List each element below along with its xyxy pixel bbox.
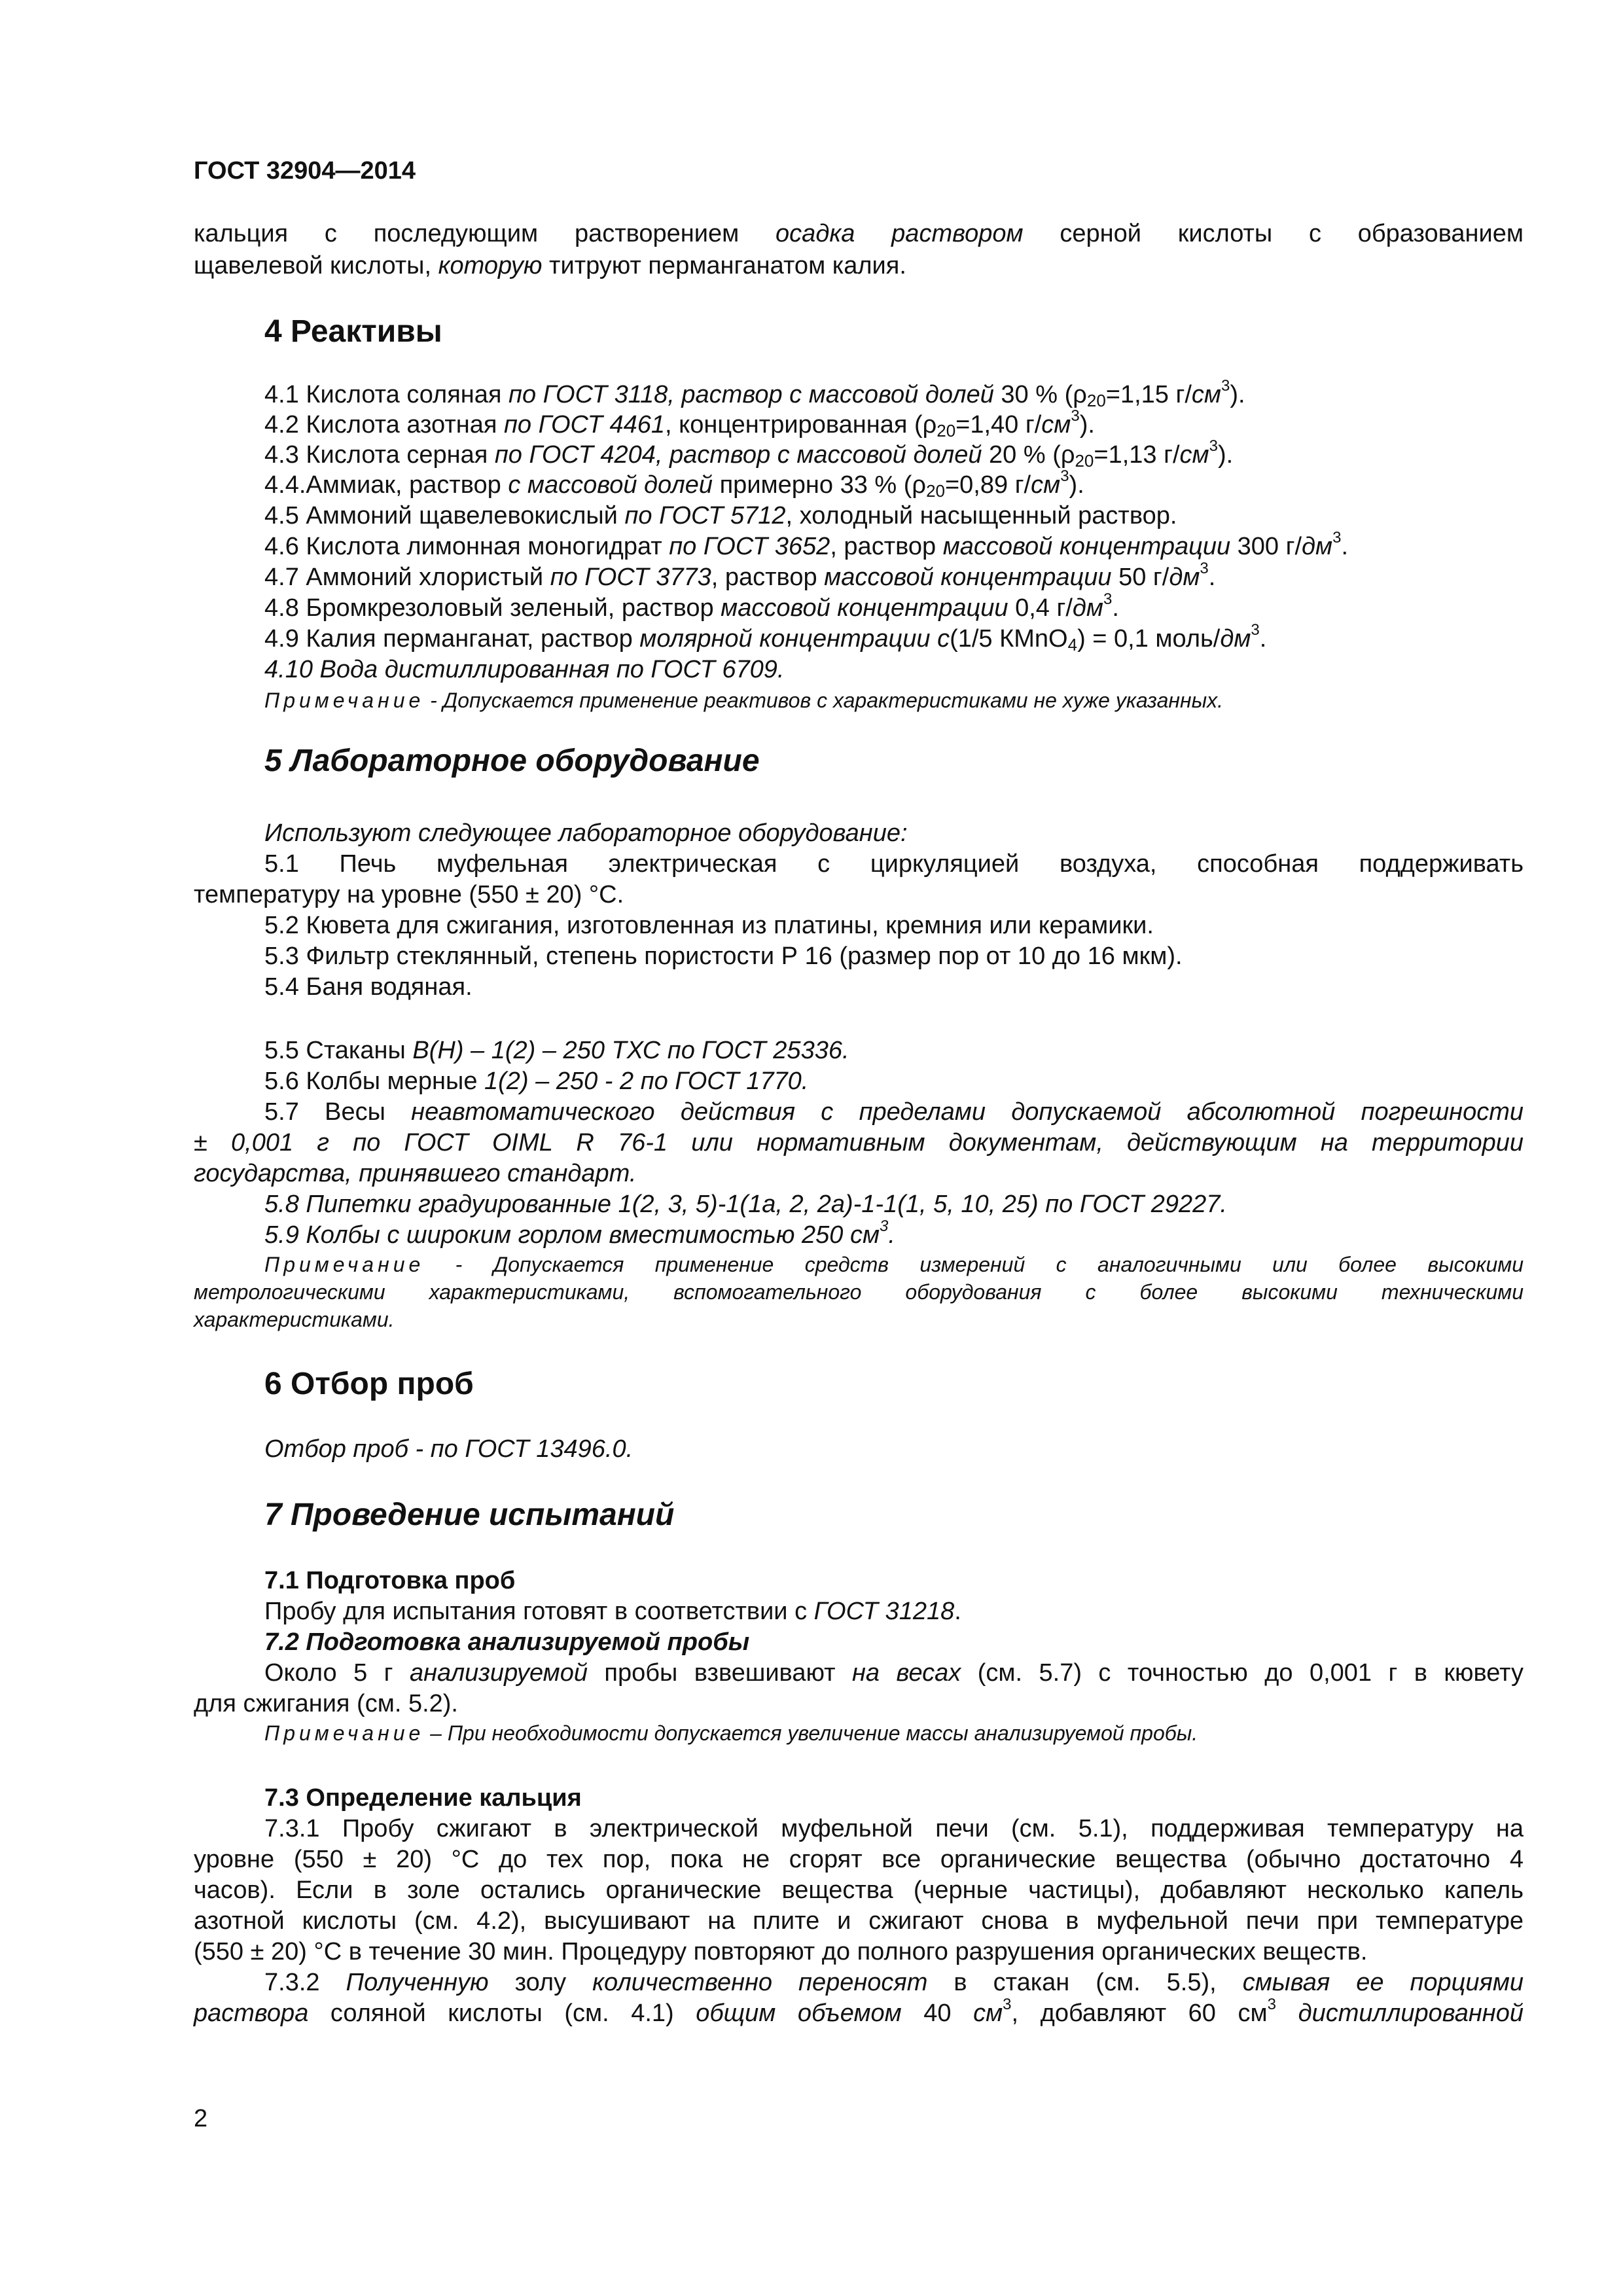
equipment-5-4: 5.4 Баня водяная. (264, 973, 473, 1001)
reagent-4-2: 4.2 Кислота азотная по ГОСТ 4461, концентрированная ($\rho_{20}=1,40$ $г/см^3$). (264, 407, 1095, 440)
section-5-note-line-2: метрологическими характеристиками, вспомогательного оборудования с более высокими техническими (194, 1280, 1524, 1304)
equipment-5-1-line-1: 5.1 Печь муфельная электрическая с циркуляцией воздуха, способная поддерживать (264, 850, 1524, 878)
section-6-title: 6 Отбор проб (264, 1367, 474, 1401)
reagent-4-6: 4.6 Кислота лимонная моногидрат по ГОСТ 3652, раствор массовой концентрации 300 $г/дм^3$. (264, 529, 1349, 560)
equipment-5-2: 5.2 Кювета для сжигания, изготовленная из платины, кремния или керамики. (264, 912, 1154, 939)
equipment-5-3: 5.3 Фильтр стеклянный, степень пористости Р 16 (размер пор от 10 до 16 мкм). (264, 942, 1183, 970)
reagent-4-3: 4.3 Кислота серная по ГОСТ 4204, раствор с массовой долей 20 % ($\rho_{20}=1,13$ $г/см^3$). (264, 437, 1234, 471)
section-5-note-line-3: характеристиками. (194, 1308, 395, 1331)
equipment-5-7-line-2: ± 0,001 г по ГОСТ OIML R 76-1 или нормативным документам, действующим на территории (194, 1129, 1524, 1157)
paragraph-7-3-1-line-5: (550 ± 20) °С в течение 30 мин. Процедуру повторяют до полного разрушения органических веществ. (194, 1938, 1368, 1965)
equipment-5-5: 5.5 Стаканы В(Н) – 1(2) – 250 ТХС по ГОСТ 25336. (264, 1037, 849, 1064)
reagent-4-10: 4.10 Вода дистиллированная по ГОСТ 6709. (264, 656, 785, 683)
equipment-intro: Используют следующее лабораторное оборудование: (264, 819, 908, 847)
paragraph-7-3-2-line-1: 7.3.2 Полученную золу количественно переносят в стакан (см. 5.5), смывая ее порциями (264, 1969, 1524, 1996)
reagent-4-1: 4.1 Кислота соляная по ГОСТ 3118, раствор с массовой долей 30 % ($\rho_{20}=1,15$ $г/см^3$). (264, 377, 1245, 410)
page-number: 2 (194, 2105, 208, 2132)
document-header: ГОСТ 32904—2014 (194, 157, 416, 185)
section-5-title: 5 Лабораторное оборудование (264, 744, 760, 778)
reagent-4-4: 4.4.Аммиак, раствор с массовой долей примерно 33 % ($\rho_{20}=0,89$ $г/см^3$). (264, 467, 1084, 501)
intro-line-1: кальция с последующим растворением осадка раствором серной кислоты с образованием (194, 220, 1524, 247)
paragraph-7-3-1-line-1: 7.3.1 Пробу сжигают в электрической муфельной печи (см. 5.1), поддерживая температуру на (264, 1815, 1524, 1842)
paragraph-7-3-2-line-2: раствора соляной кислоты (см. 4.1) общим объемом 40 $см^3$, добавляют 60 $см^3$ дистиллированной (194, 1996, 1524, 2027)
section-7-note: Примечание – При необходимости допускается увеличение массы анализируемой пробы. (264, 1721, 1198, 1745)
equipment-5-8: 5.8 Пипетки градуированные 1(2, 3, 5)-1(1а, 2, 2а)-1-1(1, 5, 10, 25) по ГОСТ 29227. (264, 1191, 1227, 1218)
subsection-7-1-text: Пробу для испытания готовят в соответствии с ГОСТ 31218. (264, 1598, 961, 1625)
intro-line-2: щавелевой кислоты, которую титруют перманганатом калия. (194, 252, 906, 279)
section-6-text: Отбор проб - по ГОСТ 13496.0. (264, 1435, 633, 1463)
equipment-5-7-line-3: государства, принявшего стандарт. (194, 1160, 637, 1187)
section-4-title: 4 Реактивы (264, 314, 442, 349)
paragraph-7-3-1-line-4: азотной кислоты (см. 4.2), высушивают на плите и сжигают снова в муфельной печи при температуре (194, 1907, 1524, 1935)
paragraph-7-3-1-line-3: часов). Если в золе остались органические вещества (черные частицы), добавляют несколько капель (194, 1876, 1524, 1904)
subsection-7-1-title: 7.1 Подготовка проб (264, 1567, 516, 1594)
paragraph-7-3-1-line-2: уровне (550 ± 20) °С до тех пор, пока не сгорят все органические вещества (обычно достаточно 4 (194, 1846, 1524, 1873)
equipment-5-7-line-1: 5.7 Весы неавтоматического действия с пределами допускаемой абсолютной погрешности (264, 1098, 1524, 1126)
reagent-4-5: 4.5 Аммоний щавелевокислый по ГОСТ 5712, холодный насыщенный раствор. (264, 502, 1177, 529)
section-5-note-line-1: Примечание - Допускается применение средств измерений с аналогичными или более высокими (264, 1253, 1524, 1276)
reagent-4-9: 4.9 Калия перманганат, раствор молярной концентрации с(1/5 КМnО$_4$) = 0,1 моль/$дм^3$. (264, 621, 1267, 655)
reagent-4-7: 4.7 Аммоний хлористый по ГОСТ 3773, раствор массовой концентрации 50 $г/дм^3$. (264, 560, 1216, 591)
reagent-4-8: 4.8 Бромкрезоловый зеленый, раствор массовой концентрации 0,4 $г/дм^3$. (264, 590, 1119, 622)
subsection-7-3-title: 7.3 Определение кальция (264, 1784, 582, 1812)
subsection-7-2-text-line-1: Около 5 г анализируемой пробы взвешивают на весах (см. 5.7) с точностью до 0,001 г в кювету (264, 1659, 1524, 1687)
subsection-7-2-text-line-2: для сжигания (см. 5.2). (194, 1690, 458, 1717)
section-7-title: 7 Проведение испытаний (264, 1498, 675, 1532)
section-4-note: Примечание - Допускается применение реактивов с характеристиками не хуже указанных. (264, 689, 1224, 712)
subsection-7-2-title: 7.2 Подготовка анализируемой пробы (264, 1628, 750, 1656)
equipment-5-1-line-2: температуру на уровне (550 ± 20) °С. (194, 881, 624, 908)
equipment-5-6: 5.6 Колбы мерные 1(2) – 250 - 2 по ГОСТ 1770. (264, 1067, 809, 1095)
equipment-5-9: 5.9 Колбы с широким горлом вместимостью 250 $см^3$. (264, 1217, 895, 1249)
